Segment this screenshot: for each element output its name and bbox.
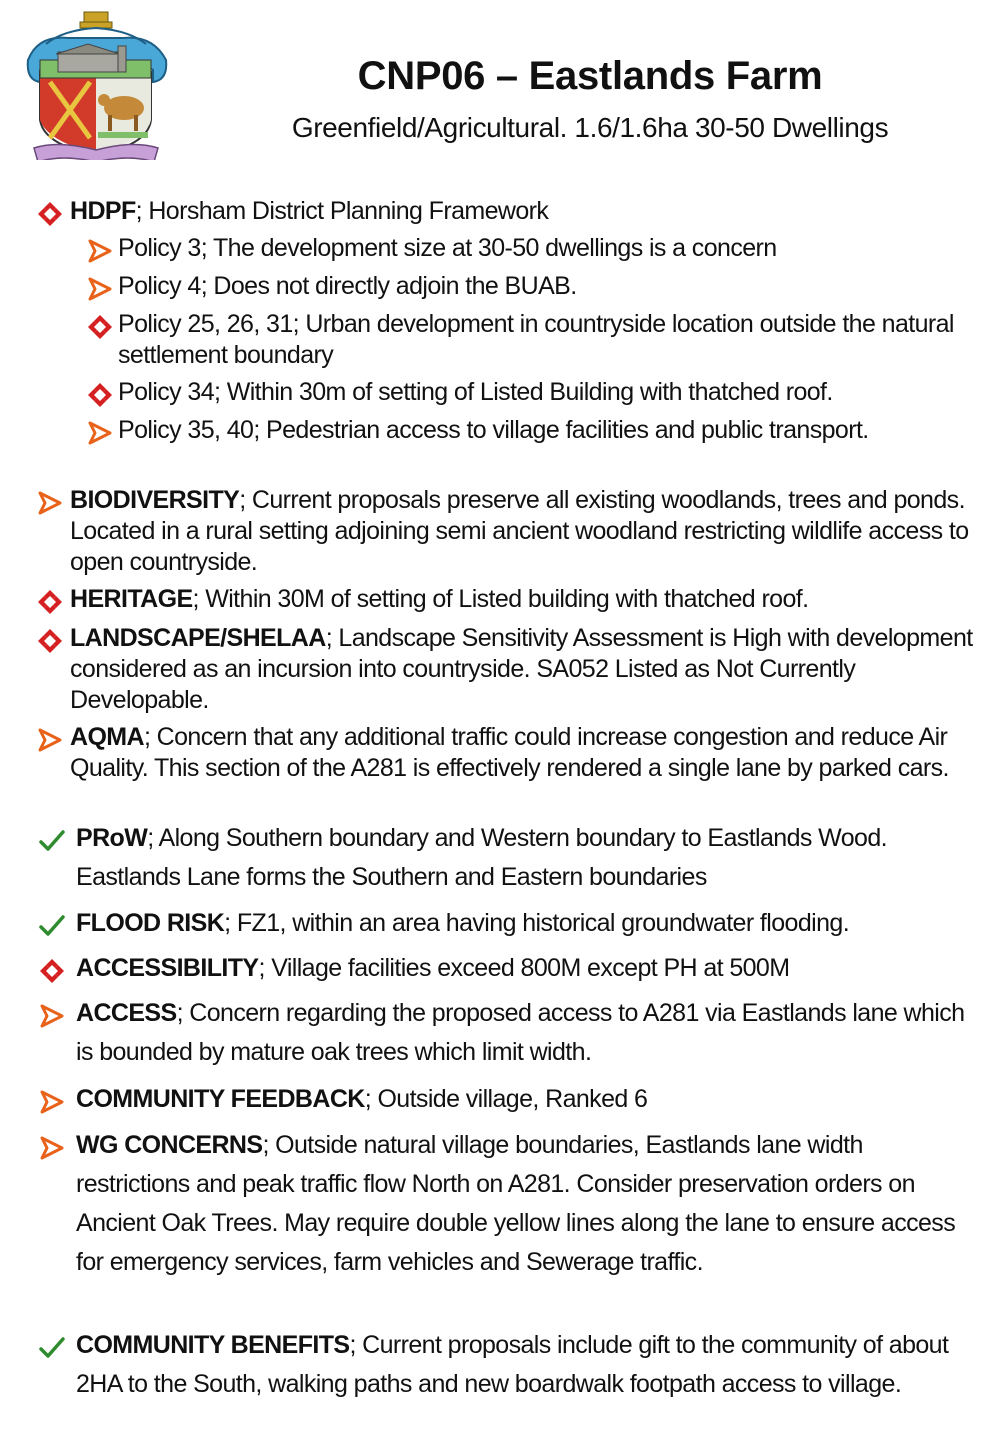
item-text: ; Concern regarding the proposed access to A281 via Eastlands lane which is bounded by mature oak trees which limit width. (76, 999, 965, 1066)
item-text: ; Outside natural village boundaries, Eastlands lane width restrictions and peak traffic flow North on A281. Consider preservation orders on Ancient Oak Trees. May require double yellow lines along the lane to ensure access for emergency services, farm vehicles and Sewerage traffic. (76, 1131, 956, 1276)
list-item-aqma (70, 722, 985, 784)
list-item-policy-25 (118, 309, 978, 371)
item-label: COMMUNITY BENEFITS (76, 1331, 350, 1359)
tick-icon (38, 1334, 68, 1362)
arrow-icon (36, 726, 66, 754)
diamond-icon (38, 957, 68, 985)
item-text: Policy 35, 40; Pedestrian access to village facilities and public transport. (118, 416, 869, 444)
item-label: WG CONCERNS (76, 1131, 263, 1159)
list-item-policy-34 (118, 377, 978, 408)
item-label: ACCESS (76, 999, 177, 1027)
item-text: ; Current proposals preserve all existing woodlands, trees and ponds. Located in a rural setting adjoining semi ancient woodland restricting wildlife access to open countryside. (70, 486, 969, 576)
item-text: ; FZ1, within an area having historical groundwater flooding. (224, 909, 850, 937)
list-item-accessibility (76, 949, 981, 988)
list-item-community-feedback (76, 1080, 981, 1119)
list-item-heritage (70, 584, 985, 615)
arrow-icon (86, 275, 116, 303)
list-item-hdpf (70, 196, 985, 227)
diamond-icon (86, 381, 116, 409)
item-text: Policy 3; The development size at 30-50 dwellings is a concern (118, 234, 777, 262)
item-text: Policy 25, 26, 31; Urban development in countryside location outside the natural settlement boundary (118, 310, 954, 369)
item-text: ; Along Southern boundary and Western boundary to Eastlands Wood. Eastlands Lane forms the Southern and Eastern boundaries (76, 824, 887, 891)
list-item-policy-3 (118, 233, 978, 264)
arrow-icon (86, 419, 116, 447)
list-item-access (76, 994, 981, 1072)
diamond-icon (36, 627, 66, 655)
item-label: LANDSCAPE/SHELAA (70, 624, 326, 652)
tick-icon (38, 827, 68, 855)
arrow-icon (38, 1134, 68, 1162)
page-subtitle: Greenfield/Agricultural. 1.6/1.6ha 30-50 Dwellings (291, 112, 889, 143)
diamond-icon (86, 313, 116, 341)
item-text: Policy 34; Within 30m of setting of Listed Building with thatched roof. (118, 378, 833, 406)
diamond-icon (36, 588, 66, 616)
item-label: AQMA (70, 723, 144, 751)
list-item-prow (76, 819, 981, 897)
list-item-wg-concerns (76, 1126, 981, 1282)
item-text: ; Horsham District Planning Framework (135, 197, 549, 225)
tick-icon (38, 912, 68, 940)
item-text: ; Village facilities exceed 800M except PH at 500M (258, 954, 790, 982)
item-label: PRoW (76, 824, 148, 852)
arrow-icon (38, 1002, 68, 1030)
list-item-policy-4 (118, 271, 978, 302)
item-label: HDPF (70, 197, 136, 225)
item-label: ACCESSIBILITY (76, 954, 259, 982)
list-item-landscape (70, 623, 985, 716)
arrow-icon (86, 237, 116, 265)
diamond-icon (36, 200, 66, 228)
item-text: ; Landscape Sensitivity Assessment is High with development considered as an incursion into countryside. SA052 Listed as Not Currently Developable. (70, 624, 973, 714)
arrow-icon (36, 489, 66, 517)
page-title: CNP06 – Eastlands Farm (357, 54, 823, 98)
item-label: FLOOD RISK (76, 909, 225, 937)
item-label: COMMUNITY FEEDBACK (76, 1085, 365, 1113)
item-text: ; Concern that any additional traffic could increase congestion and reduce Air Quality. This section of the A281 is effectively rendered a single lane by parked cars. (70, 723, 949, 782)
item-text: Policy 4; Does not directly adjoin the BUAB. (118, 272, 577, 300)
item-label: BIODIVERSITY (70, 486, 240, 514)
item-text: ; Current proposals include gift to the community of about 2HA to the South, walking paths and new boardwalk footpath access to village. (76, 1331, 949, 1398)
list-item-biodiversity (70, 485, 985, 578)
list-item-community-benefits (76, 1326, 981, 1404)
item-label: HERITAGE (70, 585, 193, 613)
item-text: ; Within 30M of setting of Listed building with thatched roof. (192, 585, 809, 613)
list-item-flood-risk (76, 904, 981, 943)
list-item-policy-35 (118, 415, 978, 446)
arrow-icon (38, 1088, 68, 1116)
item-text: ; Outside village, Ranked 6 (364, 1085, 648, 1113)
